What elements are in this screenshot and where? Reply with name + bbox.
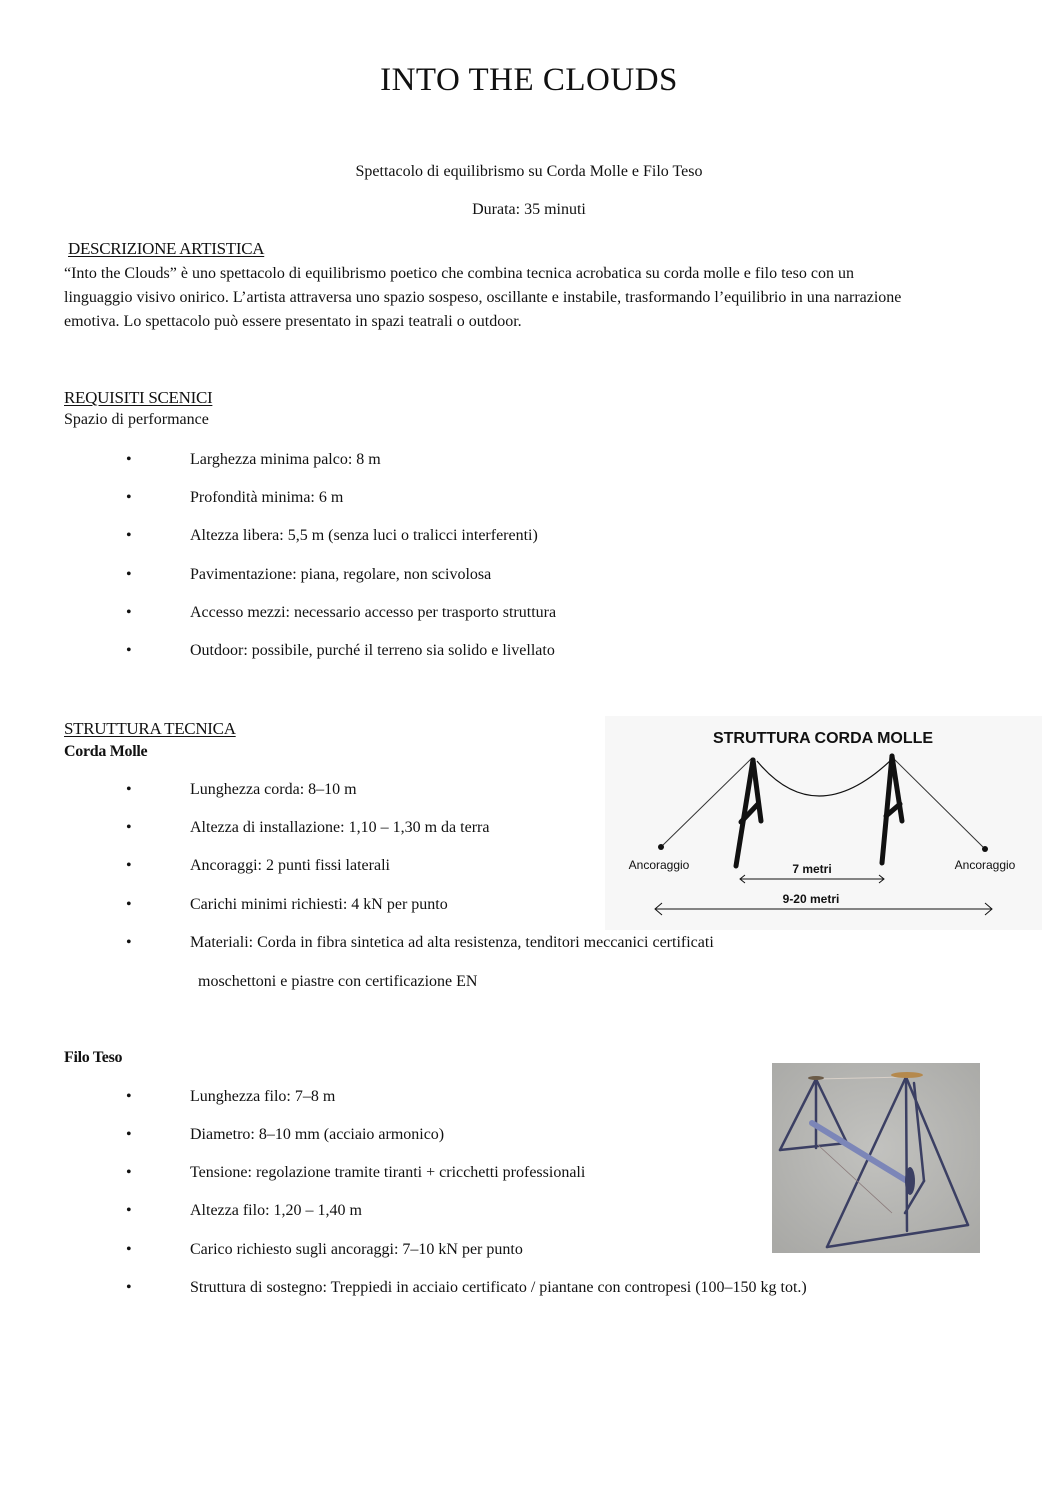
tripod-structure-icon (772, 1063, 980, 1253)
bullet-icon: • (126, 604, 132, 621)
left-anchor-point-icon (658, 844, 664, 850)
bullet-icon: • (126, 527, 132, 544)
document-subtitle: Spettacolo di equilibrismo su Corda Molle e Filo Teso (355, 163, 703, 180)
list-item: • Tensione: regolazione tramite tiranti + cricchetti professionali (126, 1164, 586, 1181)
corda-molle-diagram (605, 716, 1042, 930)
corda-molle-diagram-graphic (605, 716, 1042, 930)
heading-requisiti-scenici: REQUISITI SCENICI (64, 388, 213, 407)
bullet-icon: • (126, 1164, 132, 1181)
list-item: • Lunghezza corda: 8–10 m (126, 781, 357, 798)
inner-span-label: 7 metri (792, 862, 832, 876)
list-item: • Larghezza minima palco: 8 m (126, 451, 381, 468)
anchor-left-label: Ancoraggio (628, 858, 690, 872)
bullet-icon: • (126, 1088, 132, 1105)
list-item: • Materiali: Corda in fibra sintetica ad alta resistenza, tenditori meccanici certificati (126, 934, 714, 951)
list-item: • Altezza di installazione: 1,10 – 1,30 m da terra (126, 819, 490, 836)
list-item: • Altezza filo: 1,20 – 1,40 m (126, 1202, 362, 1219)
anchor-right-label: Ancoraggio (954, 858, 1016, 872)
bullet-icon: • (126, 934, 132, 951)
right-a-frame-icon (882, 756, 902, 863)
bullet-icon: • (126, 451, 132, 468)
bullet-icon: • (126, 819, 132, 836)
list-item: • Pavimentazione: piana, regolare, non scivolosa (126, 566, 492, 583)
heading-descrizione-artistica: DESCRIZIONE ARTISTICA (68, 239, 265, 258)
bullet-icon: • (126, 1202, 132, 1219)
outer-span-label: 9-20 metri (782, 892, 840, 906)
list-item: • Profondità minima: 6 m (126, 489, 344, 506)
list-item: • Accesso mezzi: necessario accesso per trasporto struttura (126, 604, 557, 621)
diagram-title: STRUTTURA CORDA MOLLE (712, 730, 934, 747)
descrizione-line: “Into the Clouds” è uno spettacolo di equilibrismo poetico che combina tecnica acrobatica su corda molle e filo teso con un (64, 265, 854, 282)
subheading-spazio-performance: Spazio di performance (64, 411, 209, 428)
subheading-corda-molle: Corda Molle (64, 743, 148, 760)
bullet-icon: • (126, 1279, 132, 1296)
list-item-continuation: moschettoni e piastre con certificazione EN (198, 973, 478, 990)
bullet-icon: • (126, 857, 132, 874)
filo-teso-structure-photo (772, 1063, 980, 1253)
bullet-icon: • (126, 566, 132, 583)
bullet-icon: • (126, 642, 132, 659)
list-item: • Diametro: 8–10 mm (acciaio armonico) (126, 1126, 445, 1143)
list-item: • Carico richiesto sugli ancoraggi: 7–10 kN per punto (126, 1241, 523, 1258)
document-title: INTO THE CLOUDS (380, 62, 678, 98)
descrizione-line: emotiva. Lo spettacolo può essere presentato in spazi teatrali o outdoor. (64, 313, 522, 330)
heading-struttura-tecnica: STRUTTURA TECNICA (64, 719, 236, 738)
bullet-icon: • (126, 1126, 132, 1143)
bullet-icon: • (126, 781, 132, 798)
list-item: • Ancoraggi: 2 punti fissi laterali (126, 857, 390, 874)
bullet-icon: • (126, 489, 132, 506)
list-item: • Outdoor: possibile, purché il terreno sia solido e livellato (126, 642, 555, 659)
descrizione-paragraph (64, 262, 1024, 334)
descrizione-line: linguaggio visivo onirico. L’artista attraversa uno spazio sospeso, oscillante e instabile, trasformando l’equilibrio in una narrazione (64, 289, 902, 306)
subheading-filo-teso: Filo Teso (64, 1049, 123, 1066)
duration-text: Durata: 35 minuti (472, 201, 586, 218)
left-a-frame-icon (736, 760, 761, 866)
list-item: • Carichi minimi richiesti: 4 kN per punto (126, 896, 448, 913)
bullet-icon: • (126, 896, 132, 913)
list-item: • Struttura di sostegno: Treppiedi in acciaio certificato / piantane con contropesi (100–150 kg tot.) (126, 1279, 807, 1296)
bullet-icon: • (126, 1241, 132, 1258)
list-item: • Lunghezza filo: 7–8 m (126, 1088, 336, 1105)
list-item: • Altezza libera: 5,5 m (senza luci o tralicci interferenti) (126, 527, 538, 544)
right-anchor-point-icon (982, 846, 988, 852)
